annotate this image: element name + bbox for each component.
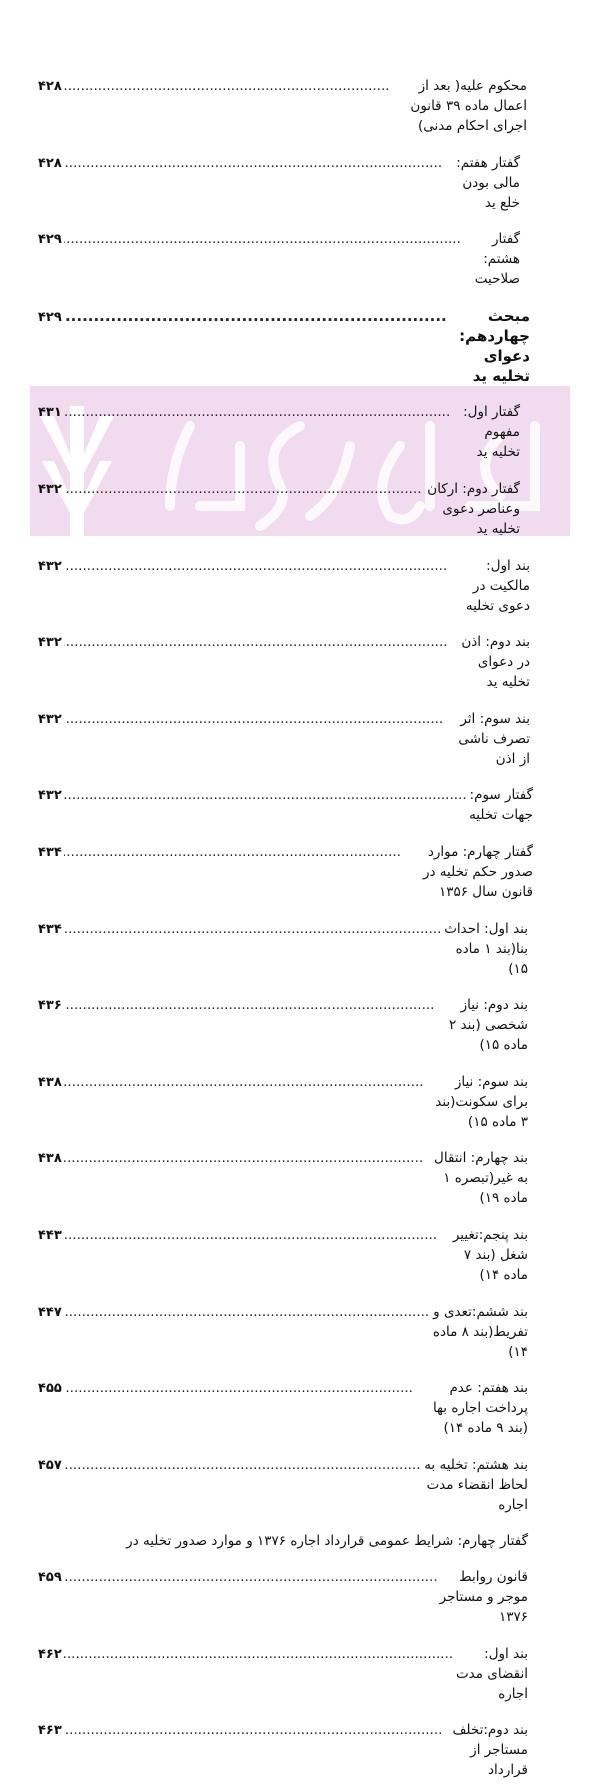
page-number: ۴۴۷ — [38, 1304, 62, 1320]
toc-entry[interactable] — [38, 1370, 528, 1447]
entry-title: گفتار هشتم: صلاحیت — [474, 231, 520, 288]
dot-leader — [64, 1072, 424, 1092]
dot-leader — [64, 153, 442, 173]
dot-leader — [64, 1378, 413, 1398]
page-number: ۴۳۸ — [38, 1151, 62, 1167]
dot-leader — [64, 995, 435, 1015]
entry-title: گفتار چهارم: شرایط عمومی قرارداد اجاره ۱۳۷۶ و موارد صدور تخلیه در — [126, 1533, 528, 1550]
toc-entry[interactable] — [38, 548, 530, 625]
dot-leader — [64, 306, 447, 326]
toc-entry[interactable] — [38, 1523, 528, 1636]
entry-title: بند پنجم:تغییر شغل (بند ۷ ماده ۱۴) — [452, 1226, 528, 1283]
entry-title: گفتار سوم: جهات تخلیه — [469, 787, 533, 824]
toc-entry[interactable] — [38, 701, 530, 778]
entry-title: بند دوم: اذن در دعوای تخلیه ید — [461, 634, 530, 691]
dot-leader — [64, 1644, 453, 1664]
entry-title: گفتار چهارم: موارد صدور حکم تخلیه در قانون سال ۱۳۵۶ — [422, 843, 533, 900]
page-number: ۴۶۳ — [38, 1723, 62, 1739]
toc-entry[interactable] — [38, 145, 520, 222]
dot-leader — [64, 632, 448, 652]
toc-entry[interactable] — [38, 777, 533, 834]
toc-entry[interactable] — [38, 394, 520, 471]
page-number: ۴۳۲ — [38, 635, 62, 651]
entry-title: بند دوم: نیاز شخصی (بند ۲ ماده ۱۵) — [448, 997, 528, 1054]
entry-title: بند سوم: نیاز برای سکونت(بند ۳ ماده ۱۵) — [435, 1073, 528, 1130]
toc-entry[interactable] — [38, 1140, 528, 1217]
toc-entry[interactable] — [38, 68, 527, 145]
dot-leader — [64, 229, 461, 249]
toc-entry[interactable] — [38, 1217, 528, 1294]
dot-leader — [64, 1225, 437, 1245]
entry-title: گفتار اول: مفهوم تخلیه ید — [463, 404, 520, 461]
toc-entry[interactable] — [38, 1447, 528, 1524]
entry-title: بند اول: احداث بنا(بند ۱ ماده ۱۵) — [444, 920, 528, 977]
dot-leader — [64, 785, 467, 805]
dot-leader — [64, 919, 442, 939]
page-number: ۴۳۸ — [38, 1074, 62, 1090]
page-number: ۴۳۴ — [38, 921, 62, 937]
toc-entry[interactable] — [38, 834, 533, 911]
dot-leader — [64, 76, 390, 96]
dot-leader — [64, 1455, 421, 1475]
dot-leader — [64, 709, 443, 729]
toc-entry[interactable] — [38, 624, 530, 701]
entry-title: بند چهارم: انتقال به غیر(تبصره ۱ ماده ۱۹) — [434, 1150, 528, 1207]
dot-leader — [64, 556, 447, 576]
page-number: ۴۳۱ — [38, 405, 62, 421]
page-number: ۴۳۲ — [38, 711, 62, 727]
dot-leader — [64, 479, 422, 499]
entry-title: بند ششم:تعدی و تفریط(بند ۸ ماده ۱۴) — [432, 1303, 528, 1360]
entry-title-continued: قانون روابط موجر و مستاجر ۱۳۷۶ — [439, 1569, 528, 1626]
toc-entry[interactable] — [38, 1294, 528, 1371]
dot-leader — [64, 1148, 423, 1168]
page-number: ۴۲۸ — [38, 79, 62, 94]
page-number: ۴۲۸ — [38, 155, 62, 171]
page-number: ۴۵۵ — [38, 1381, 62, 1397]
toc-entry[interactable] — [38, 221, 520, 298]
page-number: ۴۵۷ — [38, 1457, 62, 1473]
page-number: ۴۳۴ — [38, 844, 62, 860]
entry-title: گفتار هفتم: مالی بودن خلع ید — [456, 154, 520, 211]
toc-section-heading[interactable] — [38, 298, 530, 395]
entry-title: بند دوم:تخلف مستاجر از قرارداد — [452, 1722, 528, 1779]
page-number: ۴۲۹ — [38, 232, 62, 248]
page-number: ۴۳۲ — [38, 558, 62, 574]
entry-title: بند اول: مالکیت در دعوی تخلیه — [465, 557, 530, 614]
toc-entry[interactable] — [38, 1636, 528, 1713]
dot-leader — [64, 842, 401, 862]
page-number: ۴۲۹ — [38, 309, 62, 325]
toc-entry[interactable] — [38, 911, 528, 988]
toc-entry[interactable] — [38, 1712, 528, 1789]
toc-entry[interactable] — [38, 987, 528, 1064]
page-number: ۴۵۹ — [38, 1570, 62, 1586]
entry-title: بند هفتم: عدم پرداخت اجاره بها (بند ۹ ماده ۱۴) — [432, 1380, 528, 1437]
entry-title: بند هشتم: تخلیه به لحاظ انقضاء مدت اجاره — [424, 1456, 528, 1513]
page-number: ۴۳۶ — [38, 998, 62, 1014]
dot-leader — [64, 402, 450, 422]
dot-leader — [64, 1567, 438, 1587]
dot-leader — [64, 1720, 443, 1740]
entry-title: محکوم علیه( بعد از اعمال ماده ۳۹ قانون اجرای احکام مدنی) — [410, 78, 527, 134]
dot-leader — [64, 1302, 429, 1322]
toc-entry[interactable] — [38, 471, 520, 548]
page-number: ۴۳۲ — [38, 788, 62, 804]
page-number: ۴۳۲ — [38, 481, 62, 497]
entry-title: مبحث چهاردهم: دعوای تخلیه ید — [459, 306, 530, 385]
page-number: ۴۴۳ — [38, 1227, 62, 1243]
toc-entry[interactable] — [38, 1064, 528, 1141]
entry-title: گفتار دوم: ارکان وعناصر دعوی تخلیه ید — [427, 480, 520, 537]
entry-title: بند اول: انقضای مدت اجاره — [455, 1645, 528, 1702]
page-number: ۴۶۲ — [38, 1646, 62, 1662]
entry-title: بند سوم: اثر تصرف ناشی از اذن — [458, 710, 530, 767]
